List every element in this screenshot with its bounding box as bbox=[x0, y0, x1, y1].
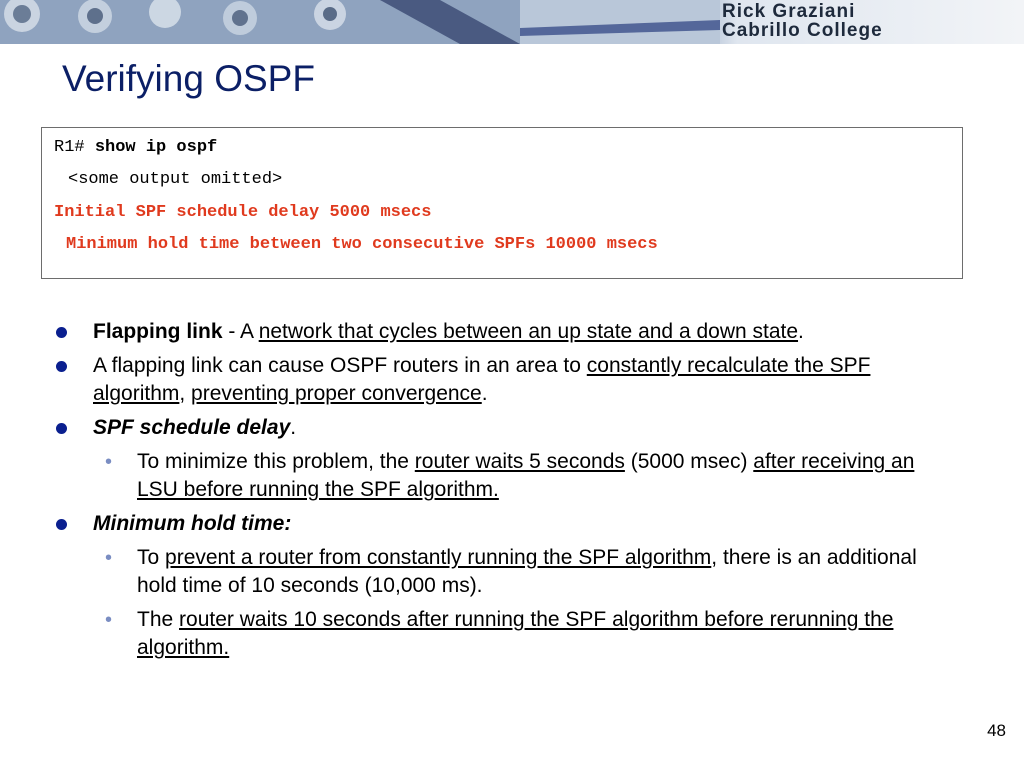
term-flapping-link: Flapping link bbox=[93, 320, 223, 343]
terminal-prompt: R1# bbox=[54, 138, 95, 157]
bullet-flapping-effect bbox=[54, 352, 954, 408]
sub-bullet-prevent-router bbox=[54, 544, 954, 600]
underlined-recalculate: constantly recalculate the SPF algorithm bbox=[93, 354, 871, 405]
text: - A bbox=[222, 320, 259, 343]
banner-college: Cabrillo College bbox=[722, 20, 883, 41]
bullet-dot-icon bbox=[56, 519, 67, 530]
bullet-list bbox=[54, 318, 954, 668]
sub-bullet-icon: • bbox=[105, 609, 113, 631]
bullet-spf-schedule-delay bbox=[54, 414, 954, 442]
text: . bbox=[481, 382, 488, 405]
text: To bbox=[137, 546, 166, 569]
term-spf-schedule-delay: SPF schedule delay bbox=[93, 416, 291, 439]
bullet-flapping-link bbox=[54, 318, 954, 346]
page-number: 48 bbox=[987, 721, 1006, 740]
sub-bullet-icon: • bbox=[105, 547, 113, 569]
text: . bbox=[798, 320, 804, 343]
terminal-output-box bbox=[41, 127, 963, 279]
text: , bbox=[179, 382, 192, 405]
underlined-wait-5: router waits 5 seconds bbox=[414, 450, 625, 473]
underlined-prevent-router: prevent a router from constantly running the SPF algorithm bbox=[165, 546, 712, 569]
terminal-spf-delay-line: Initial SPF schedule delay 5000 msecs bbox=[54, 203, 432, 222]
banner-text bbox=[722, 2, 883, 40]
text: To minimize this problem, the bbox=[137, 450, 415, 473]
underlined-definition: network that cycles between an up state and a down state bbox=[258, 320, 799, 343]
sub-bullet-wait-10-seconds bbox=[54, 606, 954, 662]
bullet-dot-icon bbox=[56, 423, 67, 434]
text: (5000 msec) bbox=[624, 450, 754, 473]
sub-bullet-icon: • bbox=[105, 451, 113, 473]
bullet-dot-icon bbox=[56, 361, 67, 372]
underlined-wait-10: router waits 10 seconds after running the SPF algorithm before rerunning the algorithm. bbox=[137, 608, 894, 659]
underlined-convergence: preventing proper convergence bbox=[191, 382, 482, 405]
terminal-command-line bbox=[54, 138, 217, 157]
sub-bullet-wait-5-seconds bbox=[54, 448, 954, 504]
bullet-minimum-hold-time bbox=[54, 510, 954, 538]
text: . bbox=[290, 416, 297, 439]
text: A flapping link can cause OSPF routers in an area to bbox=[93, 354, 587, 377]
terminal-hold-time-line: Minimum hold time between two consecutive SPFs 10000 msecs bbox=[66, 235, 658, 254]
underlined-after-lsu: after receiving an LSU before running the SPF algorithm. bbox=[137, 450, 915, 501]
slide-title: Verifying OSPF bbox=[62, 58, 315, 99]
text: , there is an additional hold time of 10 seconds (10,000 ms). bbox=[137, 546, 917, 597]
term-minimum-hold-time: Minimum hold time: bbox=[93, 512, 292, 535]
terminal-omitted-note: <some output omitted> bbox=[68, 170, 283, 189]
banner-image bbox=[0, 0, 720, 44]
terminal-command: show ip ospf bbox=[94, 138, 218, 157]
banner-author: Rick Graziani bbox=[722, 1, 856, 22]
header-banner bbox=[0, 0, 1024, 44]
bullet-dot-icon bbox=[56, 327, 67, 338]
text: The bbox=[137, 608, 180, 631]
